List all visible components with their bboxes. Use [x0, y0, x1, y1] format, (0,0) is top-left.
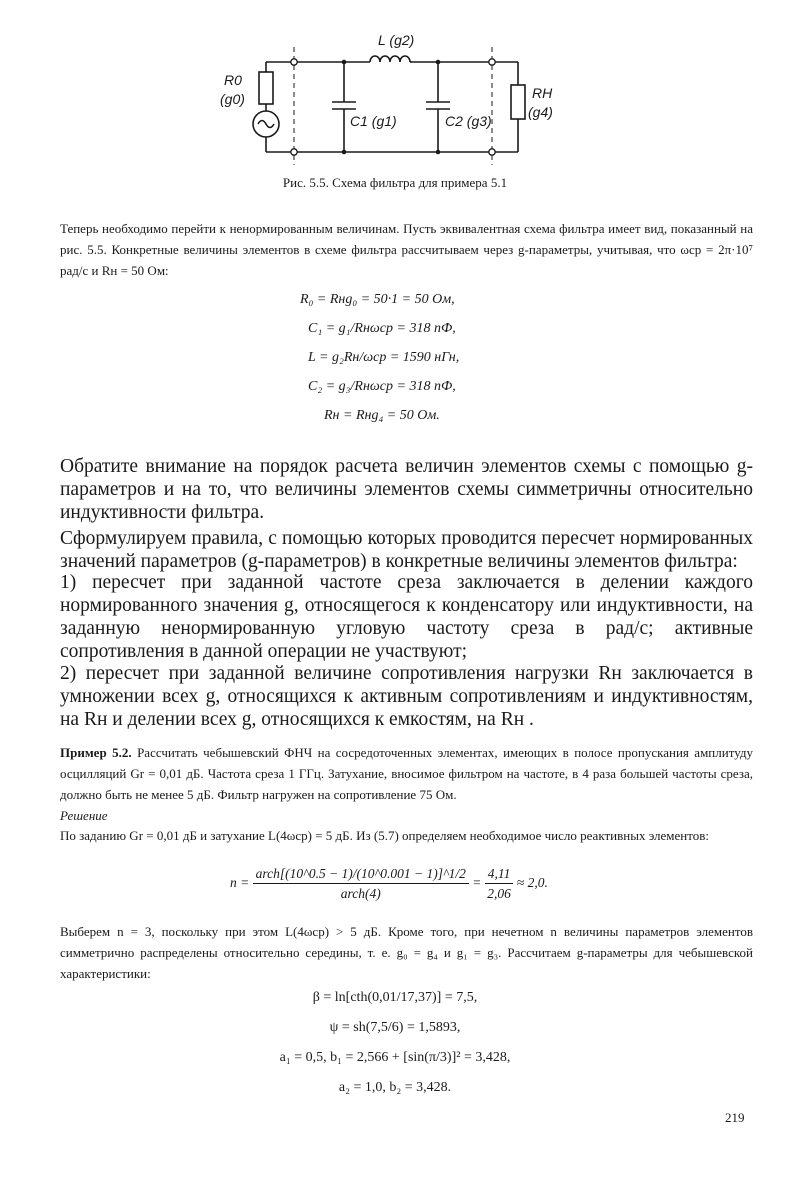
formula-c2: C₂ = g₃/Rнωср = 318 пФ, [308, 379, 456, 394]
n-formula [230, 866, 548, 902]
label-g4: (g4) [528, 104, 553, 120]
n-formula-result: ≈ 2,0. [516, 875, 548, 891]
formula-a2-b2: a₂ = 1,0, b₂ = 3,428. [338, 1080, 452, 1095]
solution-label: Решение [60, 808, 108, 823]
label-inductor: L (g2) [378, 32, 415, 48]
example-block [60, 742, 753, 805]
formula-block-2 [0, 990, 790, 1110]
n-formula-num2: 4,11 [485, 866, 514, 884]
formula-beta: β = ln[cth(0,01/17,37)] = 7,5, [312, 990, 478, 1005]
formula-c1: C₁ = g₁/Rнωср = 318 пФ, [308, 321, 456, 336]
filter-circuit-diagram [200, 25, 580, 170]
n-formula-lhs: n = [230, 875, 250, 891]
formula-psi: ψ = sh(7,5/6) = 1,5893, [329, 1020, 461, 1035]
rules-paragraph: Сформулируем правила, с помощью которых проводится пересчет нормированных значений параметров (g-параметров) в конкретные величины элементов фильтра: [60, 528, 753, 572]
label-c1: C1 (g1) [350, 113, 397, 129]
formula-a1-b1: a₁ = 0,5, b₁ = 2,566 + [sin(π/3)]² = 3,428, [279, 1050, 511, 1065]
solution-text: По заданию Gr = 0,01 дБ и затухание L(4ωср) = 5 дБ. Из (5.7) определяем необходимое число реактивных элементов: [60, 828, 710, 843]
n-formula-den2: 2,06 [487, 886, 511, 901]
example-title: Пример 5.2. [60, 745, 132, 760]
attention-paragraph: Обратите внимание на порядок расчета величин элементов схемы с помощью g-параметров и на то, что величины элементов схемы симметричны относительно индуктивности фильтра. [60, 456, 753, 523]
n-formula-denominator: arch(4) [340, 886, 381, 901]
n-formula-numerator: arch[(10^0.5 − 1)/(10^0.001 − 1)]^1/2 [253, 866, 469, 884]
n-formula-eq: = [472, 875, 482, 891]
formula-l: L = g₂Rн/ωср = 1590 нГн, [308, 350, 460, 365]
example-text: Рассчитать чебышевский ФНЧ на сосредоточенных элементах, имеющих в полосе пропускания амплитуду осцилляций Gr = 0,01 дБ. Частота среза 1 ГГц. Затухание, вносимое фильтром на частоте, в 4 раза большей частоты среза, должно быть не менее 5 дБ. Фильтр нагружен на сопротивление 75 Ом. [60, 745, 754, 802]
label-rh: RH [532, 85, 553, 101]
label-r0: R0 [224, 72, 242, 88]
rule-2: 2) пересчет при заданной величине сопротивления нагрузки Rн заключается в умножении всех g, относящихся к активным сопротивлениям и индуктивностям, на Rн и делении всех g, относящихся к емкостям, на Rн . [60, 663, 753, 730]
figure-caption: Рис. 5.5. Схема фильтра для примера 5.1 [282, 175, 508, 190]
label-c2: C2 (g3) [445, 113, 492, 129]
formula-rh: Rн = Rнg₄ = 50 Ом. [324, 408, 440, 423]
label-g0: (g0) [220, 91, 245, 107]
page-number: 219 [725, 1110, 745, 1125]
intro-paragraph: Теперь необходимо перейти к ненормированным величинам. Пусть эквивалентная схема фильтра имеет вид, показанный на рис. 5.5. Конкретные величины элементов в схеме фильтра рассчитываем через g-параметры, учитывая, что ωср = 2π·10⁷ рад/с и Rн = 50 Ом: [60, 221, 753, 278]
formula-r0: R₀ = Rнg₀ = 50·1 = 50 Ом, [300, 292, 455, 307]
choose-paragraph: Выберем n = 3, поскольку при этом L(4ωср) > 5 дБ. Кроме того, при нечетном n величины параметров элементов симметрично распределены относительно середины, т. е. g₀ = g₄ и g₁ = g₃. Рассчитаем g-параметры для чебышевской характеристики: [60, 924, 753, 981]
rule-1: 1) пересчет при заданной частоте среза заключается в делении каждого нормированного значения g, относящегося к конденсатору или индуктивности, на заданную ненормированную угловую частоту среза в рад/с; активные сопротивления в данной операции не участвуют; [60, 572, 753, 662]
formula-block-1 [300, 292, 459, 437]
